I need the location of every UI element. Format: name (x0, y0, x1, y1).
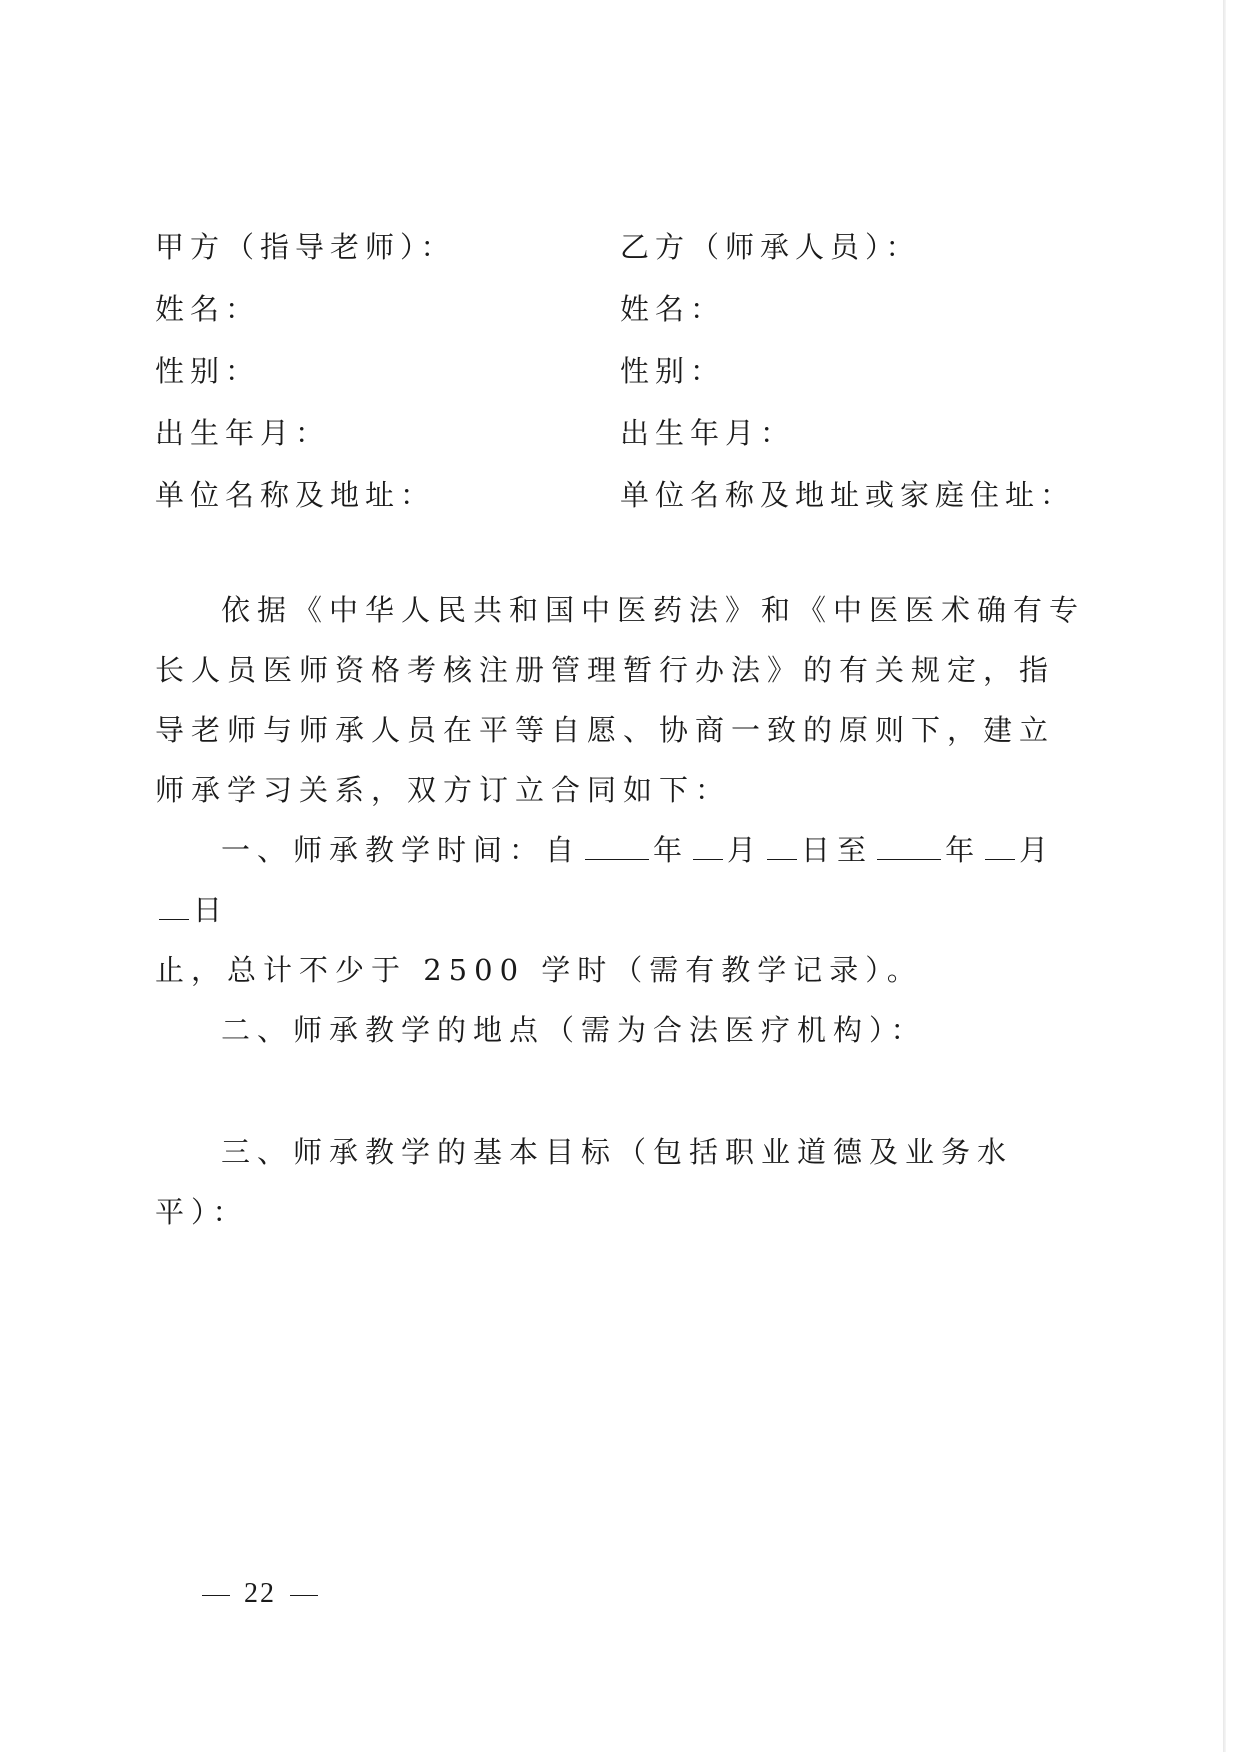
clause-3-paragraph: 三、师承教学的基本目标（包括职业道德及业务水平）： (155, 1135, 1014, 1229)
party-a-address-label: 单位名称及地址： (155, 478, 436, 512)
party-a-column (155, 216, 456, 526)
end-year-blank (877, 829, 941, 860)
scan-edge (1223, 0, 1226, 1752)
party-b-heading: 乙方（师承人员）： (620, 230, 921, 264)
end-month-blank (985, 829, 1015, 860)
page-footer (188, 1578, 332, 1610)
clause-2-paragraph: 二、师承教学的地点（需为合法医疗机构）： (221, 1013, 927, 1047)
end-year-label: 年 (945, 833, 982, 867)
start-month-blank (693, 829, 723, 860)
party-a-birth-label: 出生年月： (155, 416, 331, 450)
party-b-birth-label: 出生年月： (620, 416, 796, 450)
preamble-paragraph: 依据《中华人民共和国中医药法》和《中医医术确有专长人员医师资格考核注册管理暂行办法》的有关规定，指导老师与师承人员在平等自愿、协商一致的原则下，建立师承学习关系，双方订立合同如下： (155, 593, 1086, 807)
party-b-gender-label: 性别： (620, 354, 726, 388)
start-day-label: 日至 (801, 833, 874, 867)
party-b-address-label: 单位名称及地址或家庭住址： (620, 478, 1076, 512)
start-day-blank (767, 829, 797, 860)
clause-2-answer-space (155, 1060, 1085, 1122)
end-day-label: 日 (193, 893, 230, 927)
party-a-name-label: 姓名： (155, 292, 261, 326)
clause-1-suffix: 止，总计不少于 2500 学时（需有教学记录）。 (155, 953, 923, 987)
end-month-label: 月 (1019, 833, 1056, 867)
start-year-blank (585, 829, 649, 860)
clause-1-prefix: 一、师承教学时间：自 (221, 833, 582, 867)
party-b-name-label: 姓名： (620, 292, 726, 326)
end-day-blank (159, 889, 189, 920)
party-a-gender-label: 性别： (155, 354, 261, 388)
party-a-heading: 甲方（指导老师）： (155, 230, 456, 264)
party-b-column (620, 216, 1075, 526)
clause-1-paragraph (155, 820, 1085, 940)
start-year-label: 年 (653, 833, 690, 867)
page-number: 22 (244, 1578, 276, 1609)
footer-right-dash (290, 1595, 318, 1596)
contract-body (155, 580, 1085, 1242)
footer-left-dash (202, 1595, 230, 1596)
start-month-label: 月 (727, 833, 764, 867)
